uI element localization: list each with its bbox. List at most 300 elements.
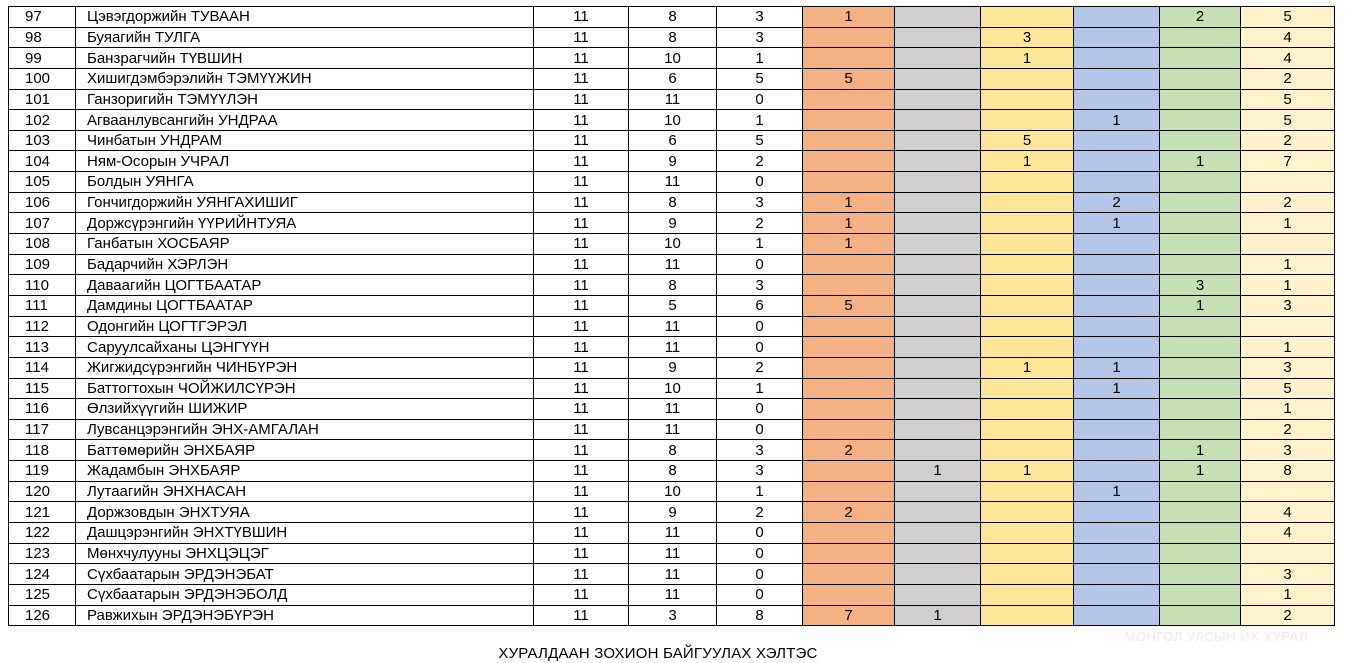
col-gray-cell: [895, 234, 981, 255]
col-cream-cell: 4: [1241, 27, 1335, 48]
col-blue-cell: [1074, 419, 1160, 440]
col-blue-cell: [1074, 89, 1160, 110]
present-cell: 10: [629, 378, 717, 399]
total-cell: 11: [534, 7, 629, 28]
col-orange-cell: [803, 399, 895, 420]
col-green-cell: [1160, 192, 1241, 213]
absent-cell: 2: [717, 151, 803, 172]
total-cell: 11: [534, 605, 629, 626]
table-row: [9, 130, 1335, 151]
member-name: Агваанлувсангийн УНДРАА: [76, 110, 534, 131]
absent-cell: 0: [717, 399, 803, 420]
table-row: [9, 564, 1335, 585]
col-blue-cell: [1074, 27, 1160, 48]
col-yellow-cell: [981, 7, 1074, 28]
member-name: Доржзовдын ЭНХТУЯА: [76, 502, 534, 523]
member-name: Равжихын ЭРДЭНЭБҮРЭН: [76, 605, 534, 626]
absent-cell: 1: [717, 378, 803, 399]
present-cell: 9: [629, 213, 717, 234]
col-cream-cell: [1241, 172, 1335, 193]
present-cell: 11: [629, 584, 717, 605]
col-orange-cell: [803, 48, 895, 69]
col-orange-cell: [803, 461, 895, 482]
absent-cell: 0: [717, 89, 803, 110]
total-cell: 11: [534, 213, 629, 234]
row-number: 119: [9, 461, 76, 482]
member-name: Дамдины ЦОГТБААТАР: [76, 295, 534, 316]
table-row: [9, 523, 1335, 544]
col-cream-cell: 3: [1241, 440, 1335, 461]
table-row: [9, 213, 1335, 234]
total-cell: 11: [534, 172, 629, 193]
attendance-table: [8, 6, 1335, 626]
col-yellow-cell: 5: [981, 130, 1074, 151]
col-green-cell: [1160, 502, 1241, 523]
col-green-cell: 1: [1160, 295, 1241, 316]
col-gray-cell: [895, 502, 981, 523]
col-yellow-cell: [981, 172, 1074, 193]
absent-cell: 8: [717, 605, 803, 626]
present-cell: 5: [629, 295, 717, 316]
member-name: Бадарчийн ХЭРЛЭН: [76, 254, 534, 275]
col-gray-cell: [895, 440, 981, 461]
absent-cell: 2: [717, 357, 803, 378]
col-gray-cell: [895, 316, 981, 337]
col-green-cell: [1160, 378, 1241, 399]
table-row: [9, 295, 1335, 316]
col-gray-cell: [895, 68, 981, 89]
total-cell: 11: [534, 481, 629, 502]
col-blue-cell: [1074, 295, 1160, 316]
col-orange-cell: [803, 172, 895, 193]
col-cream-cell: 5: [1241, 378, 1335, 399]
total-cell: 11: [534, 110, 629, 131]
absent-cell: 0: [717, 316, 803, 337]
row-number: 112: [9, 316, 76, 337]
col-orange-cell: [803, 481, 895, 502]
col-cream-cell: 3: [1241, 295, 1335, 316]
col-gray-cell: 1: [895, 461, 981, 482]
present-cell: 11: [629, 399, 717, 420]
col-gray-cell: [895, 254, 981, 275]
col-blue-cell: [1074, 523, 1160, 544]
col-gray-cell: [895, 192, 981, 213]
row-number: 99: [9, 48, 76, 69]
col-yellow-cell: 1: [981, 357, 1074, 378]
col-green-cell: [1160, 316, 1241, 337]
col-cream-cell: 1: [1241, 213, 1335, 234]
row-number: 108: [9, 234, 76, 255]
present-cell: 8: [629, 7, 717, 28]
row-number: 98: [9, 27, 76, 48]
watermark-text: МОНГОЛ УЛСЫН ИХ ХУРАЛ: [1124, 629, 1308, 644]
member-name: Даваагийн ЦОГТБААТАР: [76, 275, 534, 296]
col-gray-cell: 1: [895, 605, 981, 626]
col-yellow-cell: [981, 543, 1074, 564]
total-cell: 11: [534, 337, 629, 358]
col-yellow-cell: [981, 213, 1074, 234]
row-number: 122: [9, 523, 76, 544]
col-yellow-cell: [981, 481, 1074, 502]
member-name: Банзрагчийн ТҮВШИН: [76, 48, 534, 69]
col-orange-cell: [803, 254, 895, 275]
col-green-cell: [1160, 523, 1241, 544]
col-blue-cell: [1074, 254, 1160, 275]
absent-cell: 3: [717, 461, 803, 482]
col-blue-cell: [1074, 605, 1160, 626]
total-cell: 11: [534, 543, 629, 564]
table-row: [9, 440, 1335, 461]
col-green-cell: [1160, 543, 1241, 564]
col-blue-cell: [1074, 543, 1160, 564]
member-name: Хишигдэмбэрэлийн ТЭМҮҮЖИН: [76, 68, 534, 89]
member-name: Лувсанцэрэнгийн ЭНХ-АМГАЛАН: [76, 419, 534, 440]
row-number: 114: [9, 357, 76, 378]
table-row: [9, 68, 1335, 89]
absent-cell: 0: [717, 543, 803, 564]
col-blue-cell: 1: [1074, 357, 1160, 378]
absent-cell: 1: [717, 48, 803, 69]
row-number: 125: [9, 584, 76, 605]
col-orange-cell: [803, 419, 895, 440]
total-cell: 11: [534, 151, 629, 172]
col-cream-cell: 2: [1241, 192, 1335, 213]
col-blue-cell: 1: [1074, 378, 1160, 399]
row-number: 116: [9, 399, 76, 420]
row-number: 97: [9, 7, 76, 28]
absent-cell: 1: [717, 110, 803, 131]
table-body: [9, 7, 1335, 626]
row-number: 121: [9, 502, 76, 523]
col-gray-cell: [895, 295, 981, 316]
table-row: [9, 461, 1335, 482]
col-green-cell: 3: [1160, 275, 1241, 296]
table-row: [9, 151, 1335, 172]
col-green-cell: [1160, 564, 1241, 585]
present-cell: 11: [629, 172, 717, 193]
col-gray-cell: [895, 543, 981, 564]
table-row: [9, 89, 1335, 110]
col-gray-cell: [895, 357, 981, 378]
absent-cell: 3: [717, 440, 803, 461]
col-blue-cell: [1074, 172, 1160, 193]
total-cell: 11: [534, 440, 629, 461]
table-row: [9, 481, 1335, 502]
col-cream-cell: 3: [1241, 564, 1335, 585]
total-cell: 11: [534, 192, 629, 213]
total-cell: 11: [534, 461, 629, 482]
present-cell: 8: [629, 275, 717, 296]
member-name: Болдын УЯНГА: [76, 172, 534, 193]
col-cream-cell: 2: [1241, 605, 1335, 626]
col-orange-cell: [803, 151, 895, 172]
col-blue-cell: [1074, 584, 1160, 605]
total-cell: 11: [534, 234, 629, 255]
col-cream-cell: 4: [1241, 48, 1335, 69]
col-green-cell: [1160, 234, 1241, 255]
col-orange-cell: 1: [803, 234, 895, 255]
present-cell: 11: [629, 316, 717, 337]
col-cream-cell: 4: [1241, 523, 1335, 544]
total-cell: 11: [534, 399, 629, 420]
total-cell: 11: [534, 68, 629, 89]
row-number: 124: [9, 564, 76, 585]
col-cream-cell: 2: [1241, 419, 1335, 440]
col-blue-cell: [1074, 564, 1160, 585]
col-blue-cell: [1074, 130, 1160, 151]
row-number: 100: [9, 68, 76, 89]
col-yellow-cell: [981, 564, 1074, 585]
col-green-cell: [1160, 337, 1241, 358]
table-row: [9, 7, 1335, 28]
col-blue-cell: 1: [1074, 481, 1160, 502]
absent-cell: 3: [717, 7, 803, 28]
col-yellow-cell: [981, 378, 1074, 399]
member-name: Сүхбаатарын ЭРДЭНЭБОЛД: [76, 584, 534, 605]
col-blue-cell: [1074, 275, 1160, 296]
col-gray-cell: [895, 584, 981, 605]
total-cell: 11: [534, 419, 629, 440]
col-blue-cell: [1074, 502, 1160, 523]
col-gray-cell: [895, 48, 981, 69]
col-orange-cell: [803, 89, 895, 110]
total-cell: 11: [534, 130, 629, 151]
present-cell: 9: [629, 502, 717, 523]
row-number: 111: [9, 295, 76, 316]
row-number: 101: [9, 89, 76, 110]
col-cream-cell: [1241, 543, 1335, 564]
present-cell: 3: [629, 605, 717, 626]
member-name: Баттөмөрийн ЭНХБАЯР: [76, 440, 534, 461]
col-yellow-cell: [981, 89, 1074, 110]
table-row: [9, 378, 1335, 399]
col-cream-cell: 5: [1241, 89, 1335, 110]
total-cell: 11: [534, 502, 629, 523]
total-cell: 11: [534, 27, 629, 48]
col-orange-cell: 1: [803, 192, 895, 213]
row-number: 126: [9, 605, 76, 626]
col-cream-cell: 1: [1241, 254, 1335, 275]
col-green-cell: [1160, 110, 1241, 131]
present-cell: 11: [629, 337, 717, 358]
col-orange-cell: [803, 523, 895, 544]
footer-title: ХУРАЛДААН ЗОХИОН БАЙГУУЛАХ ХЭЛТЭС: [498, 645, 818, 662]
table-row: [9, 316, 1335, 337]
col-gray-cell: [895, 399, 981, 420]
col-green-cell: [1160, 130, 1241, 151]
col-blue-cell: [1074, 316, 1160, 337]
col-cream-cell: 2: [1241, 68, 1335, 89]
present-cell: 10: [629, 110, 717, 131]
present-cell: 9: [629, 151, 717, 172]
col-orange-cell: [803, 130, 895, 151]
table-row: [9, 502, 1335, 523]
present-cell: 11: [629, 564, 717, 585]
absent-cell: 5: [717, 68, 803, 89]
member-name: Ганзоригийн ТЭМҮҮЛЭН: [76, 89, 534, 110]
col-orange-cell: 5: [803, 68, 895, 89]
col-green-cell: 1: [1160, 440, 1241, 461]
col-cream-cell: 5: [1241, 110, 1335, 131]
col-cream-cell: 2: [1241, 130, 1335, 151]
col-green-cell: [1160, 254, 1241, 275]
col-yellow-cell: [981, 502, 1074, 523]
member-name: Саруулсайханы ЦЭНГҮҮН: [76, 337, 534, 358]
col-orange-cell: [803, 275, 895, 296]
col-yellow-cell: [981, 399, 1074, 420]
member-name: Жадамбын ЭНХБАЯР: [76, 461, 534, 482]
member-name: Лутаагийн ЭНХНАСАН: [76, 481, 534, 502]
col-yellow-cell: [981, 605, 1074, 626]
col-gray-cell: [895, 7, 981, 28]
col-cream-cell: 1: [1241, 584, 1335, 605]
member-name: Цэвэгдоржийн ТУВААН: [76, 7, 534, 28]
table-row: [9, 399, 1335, 420]
table-row: [9, 605, 1335, 626]
col-cream-cell: [1241, 481, 1335, 502]
total-cell: 11: [534, 89, 629, 110]
table-row: [9, 275, 1335, 296]
col-orange-cell: 2: [803, 440, 895, 461]
col-gray-cell: [895, 275, 981, 296]
col-blue-cell: [1074, 68, 1160, 89]
col-orange-cell: [803, 584, 895, 605]
row-number: 120: [9, 481, 76, 502]
present-cell: 6: [629, 130, 717, 151]
col-gray-cell: [895, 27, 981, 48]
total-cell: 11: [534, 378, 629, 399]
absent-cell: 0: [717, 172, 803, 193]
col-orange-cell: 2: [803, 502, 895, 523]
col-orange-cell: [803, 110, 895, 131]
col-yellow-cell: [981, 234, 1074, 255]
col-yellow-cell: [981, 440, 1074, 461]
row-number: 104: [9, 151, 76, 172]
total-cell: 11: [534, 295, 629, 316]
col-blue-cell: [1074, 399, 1160, 420]
col-green-cell: 1: [1160, 151, 1241, 172]
col-gray-cell: [895, 110, 981, 131]
total-cell: 11: [534, 48, 629, 69]
table-row: [9, 584, 1335, 605]
row-number: 113: [9, 337, 76, 358]
col-blue-cell: 2: [1074, 192, 1160, 213]
total-cell: 11: [534, 584, 629, 605]
col-gray-cell: [895, 378, 981, 399]
col-yellow-cell: [981, 254, 1074, 275]
col-gray-cell: [895, 89, 981, 110]
present-cell: 8: [629, 192, 717, 213]
table-row: [9, 172, 1335, 193]
member-name: Жигжидсүрэнгийн ЧИНБҮРЭН: [76, 357, 534, 378]
table-row: [9, 27, 1335, 48]
table-row: [9, 337, 1335, 358]
absent-cell: 0: [717, 523, 803, 544]
table-row: [9, 234, 1335, 255]
total-cell: 11: [534, 316, 629, 337]
row-number: 103: [9, 130, 76, 151]
col-orange-cell: 7: [803, 605, 895, 626]
col-yellow-cell: [981, 295, 1074, 316]
absent-cell: 6: [717, 295, 803, 316]
row-number: 117: [9, 419, 76, 440]
col-cream-cell: 5: [1241, 7, 1335, 28]
col-green-cell: [1160, 27, 1241, 48]
absent-cell: 3: [717, 27, 803, 48]
member-name: Чинбатын УНДРАМ: [76, 130, 534, 151]
present-cell: 11: [629, 254, 717, 275]
col-gray-cell: [895, 130, 981, 151]
table-row: [9, 543, 1335, 564]
col-cream-cell: 1: [1241, 399, 1335, 420]
member-name: Ням-Осорын УЧРАЛ: [76, 151, 534, 172]
col-blue-cell: [1074, 234, 1160, 255]
absent-cell: 0: [717, 564, 803, 585]
col-gray-cell: [895, 419, 981, 440]
col-gray-cell: [895, 213, 981, 234]
col-green-cell: [1160, 357, 1241, 378]
col-blue-cell: [1074, 151, 1160, 172]
col-blue-cell: [1074, 48, 1160, 69]
member-name: Мөнхчулууны ЭНХЦЭЦЭГ: [76, 543, 534, 564]
col-yellow-cell: [981, 316, 1074, 337]
table-row: [9, 419, 1335, 440]
row-number: 106: [9, 192, 76, 213]
row-number: 109: [9, 254, 76, 275]
col-cream-cell: 7: [1241, 151, 1335, 172]
col-green-cell: [1160, 399, 1241, 420]
present-cell: 10: [629, 481, 717, 502]
col-gray-cell: [895, 337, 981, 358]
row-number: 110: [9, 275, 76, 296]
member-name: Ганбатын ХОСБАЯР: [76, 234, 534, 255]
absent-cell: 0: [717, 254, 803, 275]
col-green-cell: [1160, 584, 1241, 605]
col-yellow-cell: 1: [981, 151, 1074, 172]
total-cell: 11: [534, 523, 629, 544]
col-orange-cell: [803, 357, 895, 378]
table-row: [9, 254, 1335, 275]
total-cell: 11: [534, 254, 629, 275]
absent-cell: 3: [717, 275, 803, 296]
member-name: Доржсүрэнгийн ҮҮРИЙНТУЯА: [76, 213, 534, 234]
member-name: Өлзийхүүгийн ШИЖИР: [76, 399, 534, 420]
col-green-cell: [1160, 605, 1241, 626]
col-orange-cell: [803, 378, 895, 399]
table-row: [9, 357, 1335, 378]
absent-cell: 0: [717, 584, 803, 605]
col-yellow-cell: [981, 192, 1074, 213]
col-cream-cell: [1241, 316, 1335, 337]
col-orange-cell: [803, 316, 895, 337]
col-cream-cell: 1: [1241, 337, 1335, 358]
col-orange-cell: 5: [803, 295, 895, 316]
col-yellow-cell: [981, 275, 1074, 296]
present-cell: 11: [629, 419, 717, 440]
present-cell: 11: [629, 523, 717, 544]
member-name: Буяагийн ТУЛГА: [76, 27, 534, 48]
col-cream-cell: 1: [1241, 275, 1335, 296]
col-cream-cell: [1241, 234, 1335, 255]
absent-cell: 0: [717, 419, 803, 440]
col-blue-cell: [1074, 440, 1160, 461]
row-number: 102: [9, 110, 76, 131]
col-cream-cell: 8: [1241, 461, 1335, 482]
col-orange-cell: 1: [803, 7, 895, 28]
member-name: Дашцэрэнгийн ЭНХТҮВШИН: [76, 523, 534, 544]
col-gray-cell: [895, 481, 981, 502]
present-cell: 10: [629, 234, 717, 255]
